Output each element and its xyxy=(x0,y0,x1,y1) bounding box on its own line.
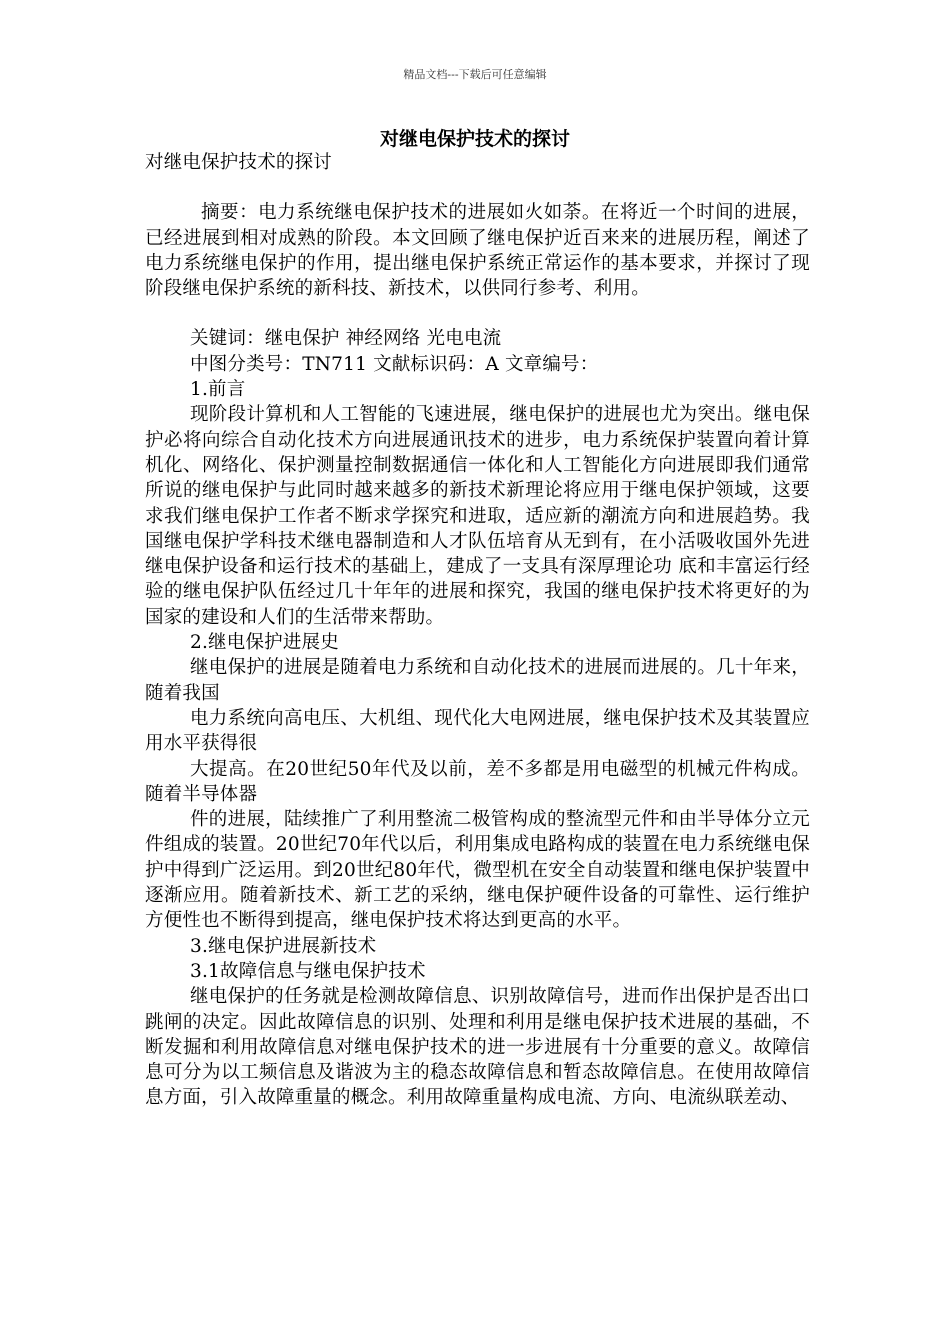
section-heading: 2.继电保护进展史 xyxy=(190,632,339,654)
paragraph: 继电保护的进展是随着电力系统和自动化技术的进展而进展的。几十年来，随着我国 xyxy=(145,657,810,704)
subsection-heading: 3.1故障信息与继电保护技术 xyxy=(190,960,426,982)
document-title: 对继电保护技术的探讨 xyxy=(379,128,570,150)
classification-line: 中图分类号：TN711 文献标识码：A 文章编号： xyxy=(190,353,599,375)
header-note: 精品文档---下载后可任意编辑 xyxy=(403,68,547,81)
section-heading: 3.继电保护进展新技术 xyxy=(190,935,377,957)
document-body xyxy=(145,150,810,1111)
abstract-paragraph: 摘要：电力系统继电保护技术的进展如火如荼。在将近一个时间的进展，已经进展到相对成熟的阶段。本文回顾了继电保护近百来来的进展历程，阐述了电力系统继电保护的作用，提出继电保护系统正常运作的基本要求，并探讨了现阶段继电保护系统的新科技、新技术，以供同行参考、利用。 xyxy=(145,202,810,300)
document-subtitle: 对继电保护技术的探讨 xyxy=(145,152,333,173)
paragraph: 电力系统向高电压、大机组、现代化大电网进展，继电保护技术及其装置应用水平获得很 xyxy=(145,707,810,755)
section-heading: 1.前言 xyxy=(190,379,246,401)
keywords-line: 关键词：继电保护 神经网络 光电电流 xyxy=(190,328,502,350)
paragraph: 大提高。在20世纪50年代及以前，差不多都是用电磁型的机械元件构成。随着半导体器 xyxy=(145,758,810,805)
paragraph: 件的进展，陆续推广了利用整流二极管构成的整流型元件和由半导体分立元件组成的装置。20世纪70年代以后，利用集成电路构成的装置在电力系统继电保护中得到广泛运用。到20世纪80年代，微型机在安全自动装置和继电保护装置中逐渐应用。随着新技术、新工艺的采纳，继电保护硬件设备的可靠性、运行维护方便性也不断得到提高，继电保护技术将达到更高的水平。 xyxy=(145,809,810,932)
paragraph: 现阶段计算机和人工智能的飞速进展，继电保护的进展也尤为突出。继电保护必将向综合自动化技术方向进展通讯技术的进步，电力系统保护装置向着计算机化、网络化、保护测量控制数据通信一体化和人工智能化方向进展即我们通常所说的继电保护与此同时越来越多的新技术新理论将应用于继电保护领域，这要求我们继电保护工作者不断求学探究和进取，适应新的潮流方向和进展趋势。我国继电保护学科技术继电器制造和人才队伍培育从无到有，在小活吸收国外先进继电保护设备和运行技术的基础上，建成了一支具有深厚理论功 底和丰富运行经验的继电保护队伍经过几十年年的进展和探究，我国的继电保护技术将更好的为国家的建设和人们的生活带来帮助。 xyxy=(145,404,810,628)
paragraph: 继电保护的任务就是检测故障信息、识别故障信号，进而作出保护是否出口跳闸的决定。因此故障信息的识别、处理和利用是继电保护技术进展的基础，不断发掘和利用故障信息对继电保护技术的进一步进展有十分重要的意义。故障信息可分为以工频信息及谐波为主的稳态故障信息和暂态故障信息。在使用故障信息方面，引入故障重量的概念。利用故障重量构成电流、方向、电流纵联差动、 xyxy=(145,986,810,1109)
